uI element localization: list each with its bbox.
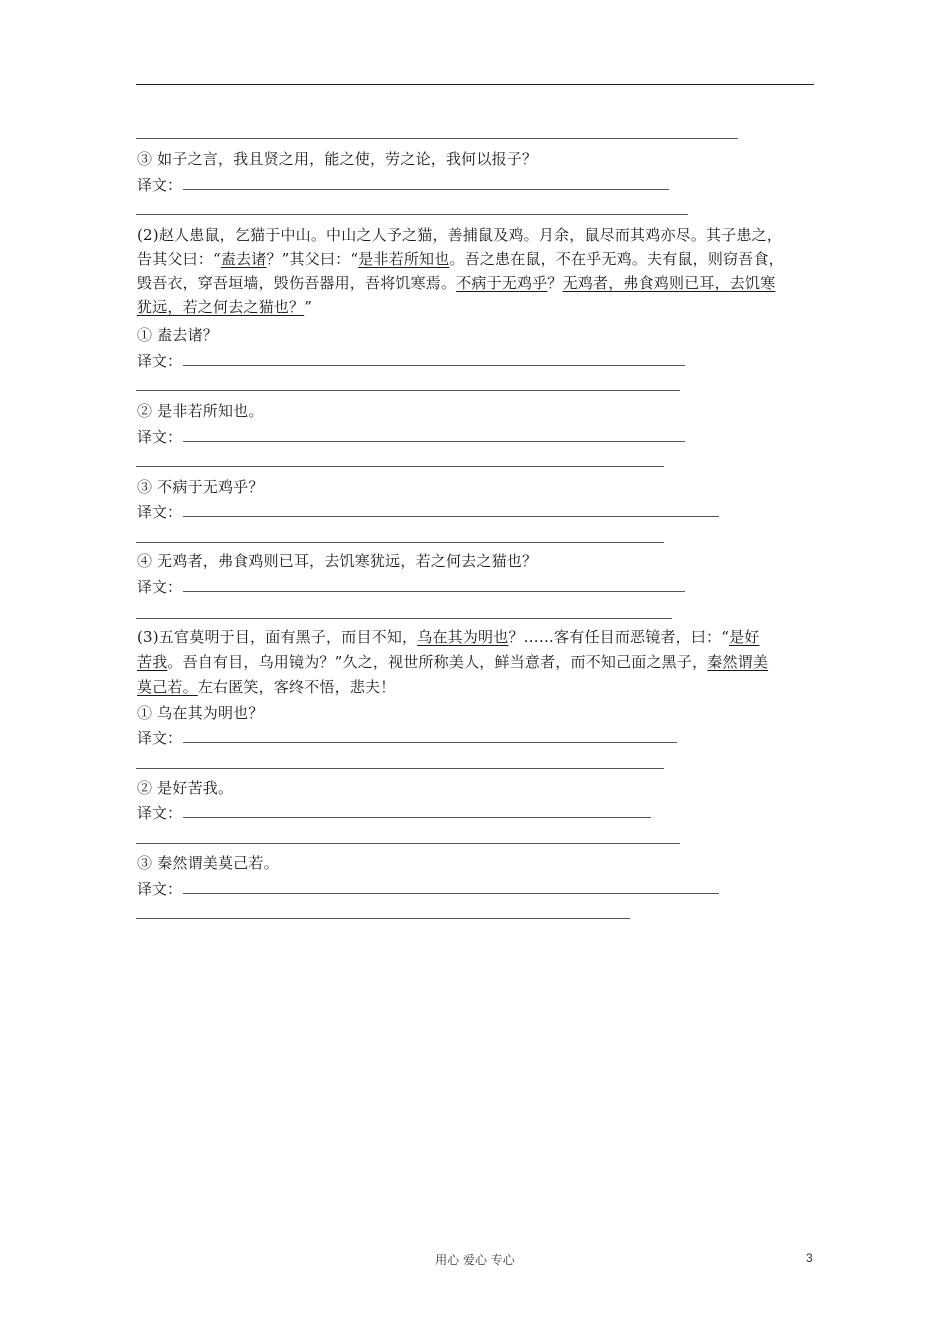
answer-line <box>136 542 664 543</box>
question-3-prev: ③ 如子之言，我且贤之用，能之使，劳之论，我何以报子？ <box>137 150 538 168</box>
translation-row <box>137 729 677 747</box>
page-footer: 用心 爱心 专心 <box>435 1253 515 1267</box>
question-2-2: ② 是非若所知也。 <box>137 402 264 420</box>
question-2-1: ① 盍去诸？ <box>137 326 218 344</box>
translation-label: 译文： <box>137 729 183 747</box>
passage-2-line-1: (2)赵人患鼠，乞猫于中山。中山之人予之猫，善捕鼠及鸡。月余，鼠尽而其鸡亦尽。其子患之， <box>137 226 783 244</box>
answer-line <box>136 768 664 769</box>
answer-line <box>136 390 680 391</box>
question-3-3: ③ 秦然谓美莫己若。 <box>137 854 279 872</box>
translation-row <box>137 503 719 521</box>
question-2-4: ④ 无鸡者，弗食鸡则已耳，去饥寒犹远，若之何去之猫也？ <box>137 552 538 570</box>
translation-row <box>137 428 685 446</box>
answer-blank[interactable] <box>183 353 685 366</box>
passage-2-line-2: 告其父曰：“盍去诸？”其父曰：“是非若所知也。吾之患在鼠，不在乎无鸡。夫有鼠，则窃吾食， <box>137 250 784 268</box>
page-number: 3 <box>806 1251 813 1265</box>
underlined-phrase: 盍去诸 <box>220 250 267 268</box>
translation-label: 译文： <box>137 503 183 521</box>
question-2-3: ③ 不病于无鸡乎？ <box>137 478 264 496</box>
underlined-phrase: 莫己若。 <box>137 678 198 696</box>
underlined-phrase: 犹远，若之何去之猫也？ <box>137 298 305 316</box>
translation-label: 译文： <box>137 880 183 898</box>
answer-blank[interactable] <box>183 429 685 442</box>
passage-2-line-3: 毁吾衣，穿吾垣墙，毁伤吾器用，吾将饥寒焉。不病于无鸡乎？无鸡者，弗食鸡则已耳，去饥寒 <box>137 274 776 292</box>
translation-row <box>137 804 651 822</box>
underlined-phrase: 不病于无鸡乎 <box>456 274 548 292</box>
answer-line <box>136 918 630 919</box>
answer-blank[interactable] <box>183 881 719 894</box>
translation-label: 译文： <box>137 578 183 596</box>
translation-row <box>137 578 685 596</box>
translation-row <box>137 352 685 370</box>
answer-blank[interactable] <box>183 805 651 818</box>
answer-line <box>136 214 688 215</box>
answer-line <box>136 843 680 844</box>
answer-blank[interactable] <box>183 504 719 517</box>
answer-blank[interactable] <box>183 177 669 190</box>
question-3-2: ② 是好苦我。 <box>137 779 234 797</box>
underlined-phrase: 无鸡者，弗食鸡则已耳，去饥寒 <box>562 274 776 292</box>
translation-row <box>137 176 669 194</box>
translation-label: 译文： <box>137 804 183 822</box>
underlined-phrase: 秦然谓美 <box>707 653 769 671</box>
header-rule <box>136 84 814 85</box>
translation-label: 译文： <box>137 352 183 370</box>
passage-3-line-3: 莫己若。左右匿笑，客终不悟，悲夫！ <box>137 678 396 696</box>
underlined-phrase: 是非若所知也 <box>358 250 450 268</box>
underlined-phrase: 苦我 <box>137 653 168 671</box>
answer-blank[interactable] <box>183 579 685 592</box>
question-3-1: ① 乌在其为明也？ <box>137 704 264 722</box>
passage-3-line-1: (3)五官莫明于目，面有黑子，而目不知，乌在其为明也？……客有任目而恶镜者，曰：“是好 <box>137 628 760 646</box>
answer-line <box>136 618 672 619</box>
passage-3-line-2: 苦我。吾自有目，乌用镜为？”久之，视世所称美人，鲜当意者，而不知己面之黑子，秦然谓美 <box>137 653 769 671</box>
translation-row <box>137 880 719 898</box>
underlined-phrase: 乌在其为明也 <box>417 628 509 646</box>
underlined-phrase: 是好 <box>729 628 760 646</box>
translation-label: 译文： <box>137 428 183 446</box>
translation-label: 译文： <box>137 176 183 194</box>
answer-line <box>136 466 664 467</box>
passage-2-line-4: 犹远，若之何去之猫也？” <box>137 298 313 316</box>
answer-line <box>136 138 738 139</box>
answer-blank[interactable] <box>183 730 677 743</box>
